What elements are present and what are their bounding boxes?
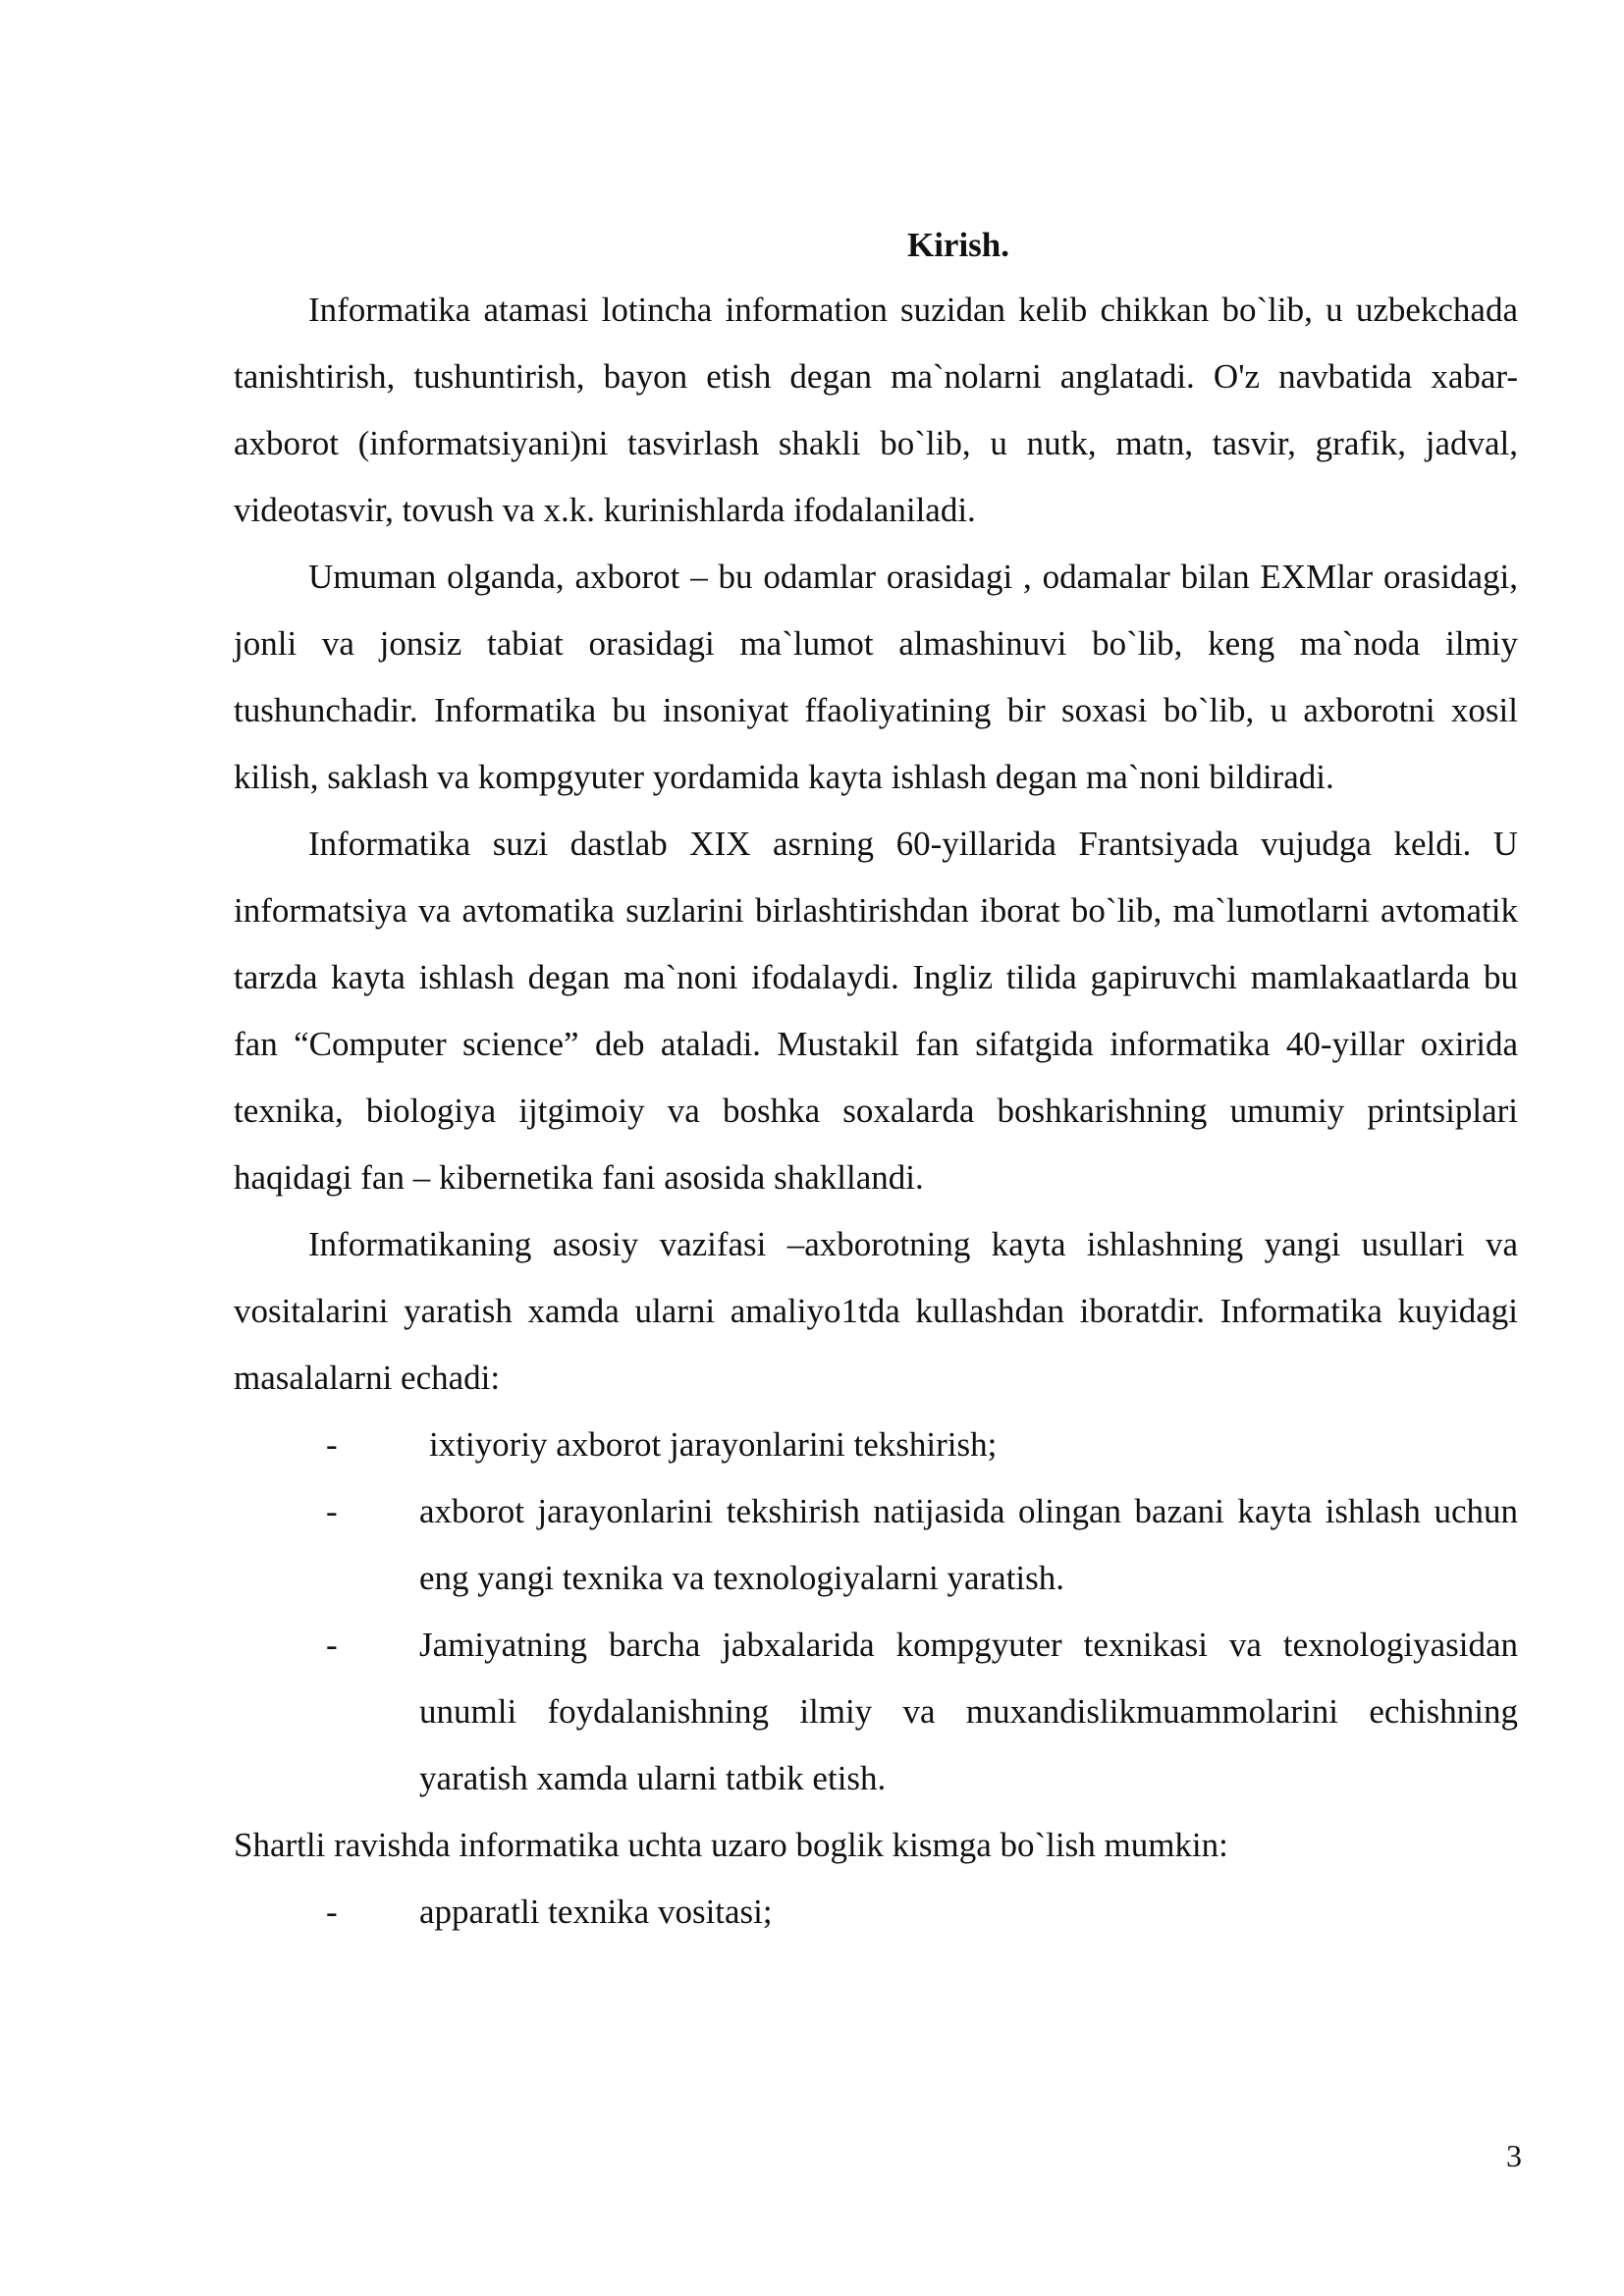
- paragraph-3: Informatika suzi dastlab XIX asrning 60-yillarida Frantsiyada vujudga keldi. U informatsiya va avtomatika suzlarini birlashtirishdan iborat bo`lib, ma`lumotlarni avtomatik tarzda kayta ishlash degan ma`noni ifodalaydi. Ingliz tilida gapiruvchi mamlakaatlarda bu fan “Computer science” deb ataladi. Mustakil fan sifatgida informatika 40-yillar oxirida texnika, biologiya ijtgimoiy va boshka soxalarda boshkarishning umumiy printsiplari haqidagi fan – kibernetika fani asosida shakllandi.: [234, 825, 1518, 1197]
- dash-marker: -: [326, 1492, 338, 1530]
- dash-marker: -: [326, 1893, 338, 1931]
- parts-list: [234, 1879, 1518, 1946]
- list-item: [234, 1412, 1518, 1478]
- section-title: Kirish.: [906, 226, 1010, 264]
- dash-marker: -: [326, 1626, 338, 1664]
- list-item-text: apparatli texnika vositasi;: [419, 1893, 773, 1931]
- list-item: [234, 1879, 1518, 1946]
- document-body: [234, 277, 1518, 1946]
- list-item-text: Jamiyatning barcha jabxalarida kompgyuter texnikasi va texnologiyasidan unumli foydalanishning ilmiy va muxandislikmuammolarini echishning yaratish xamda ularni tatbik etish.: [419, 1626, 1518, 1797]
- paragraph-4: Informatikaning asosiy vazifasi –axborotning kayta ishlashning yangi usullari va vositalarini yaratish xamda ularni amaliyo1tda kullashdan iboratdir. Informatika kuyidagi masalalarni echadi:: [234, 1225, 1518, 1397]
- list-item-text: ixtiyoriy axborot jarayonlarini tekshirish;: [429, 1425, 998, 1464]
- paragraph-2: Umuman olganda, axborot – bu odamlar orasidagi , odamalar bilan EXMlar orasidagi, jonli va jonsiz tabiat orasidagi ma`lumot almashinuvi bo`lib, keng ma`noda ilmiy tushunchadir. Informatika bu insoniyat ffaoliyatining bir soxasi bo`lib, u axborotni xosil kilish, saklash va kompgyuter yordamida kayta ishlash degan ma`noni bildiradi.: [234, 558, 1518, 796]
- list-item-text: axborot jarayonlarini tekshirish natijasida olingan bazani kayta ishlash uchun eng yangi texnika va texnologiyalarni yaratish.: [419, 1492, 1518, 1597]
- paragraph-1: Informatika atamasi lotincha information suzidan kelib chikkan bo`lib, u uzbekchada tanishtirish, tushuntirish, bayon etish degan ma`nolarni anglatadi. O'z navbatida xabar-axborot (informatsiyani)ni tasvirlash shakli bo`lib, u nutk, matn, tasvir, grafik, jadval, videotasvir, tovush va x.k. kurinishlarda ifodalaniladi.: [234, 291, 1518, 529]
- dash-marker: -: [326, 1425, 338, 1464]
- page-number: 3: [1506, 2138, 1522, 2173]
- tasks-list: [234, 1412, 1518, 1812]
- closing-paragraph: Shartli ravishda informatika uchta uzaro boglik kismga bo`lish mumkin:: [234, 1826, 1228, 1864]
- list-item: [234, 1612, 1518, 1812]
- list-item: [234, 1478, 1518, 1612]
